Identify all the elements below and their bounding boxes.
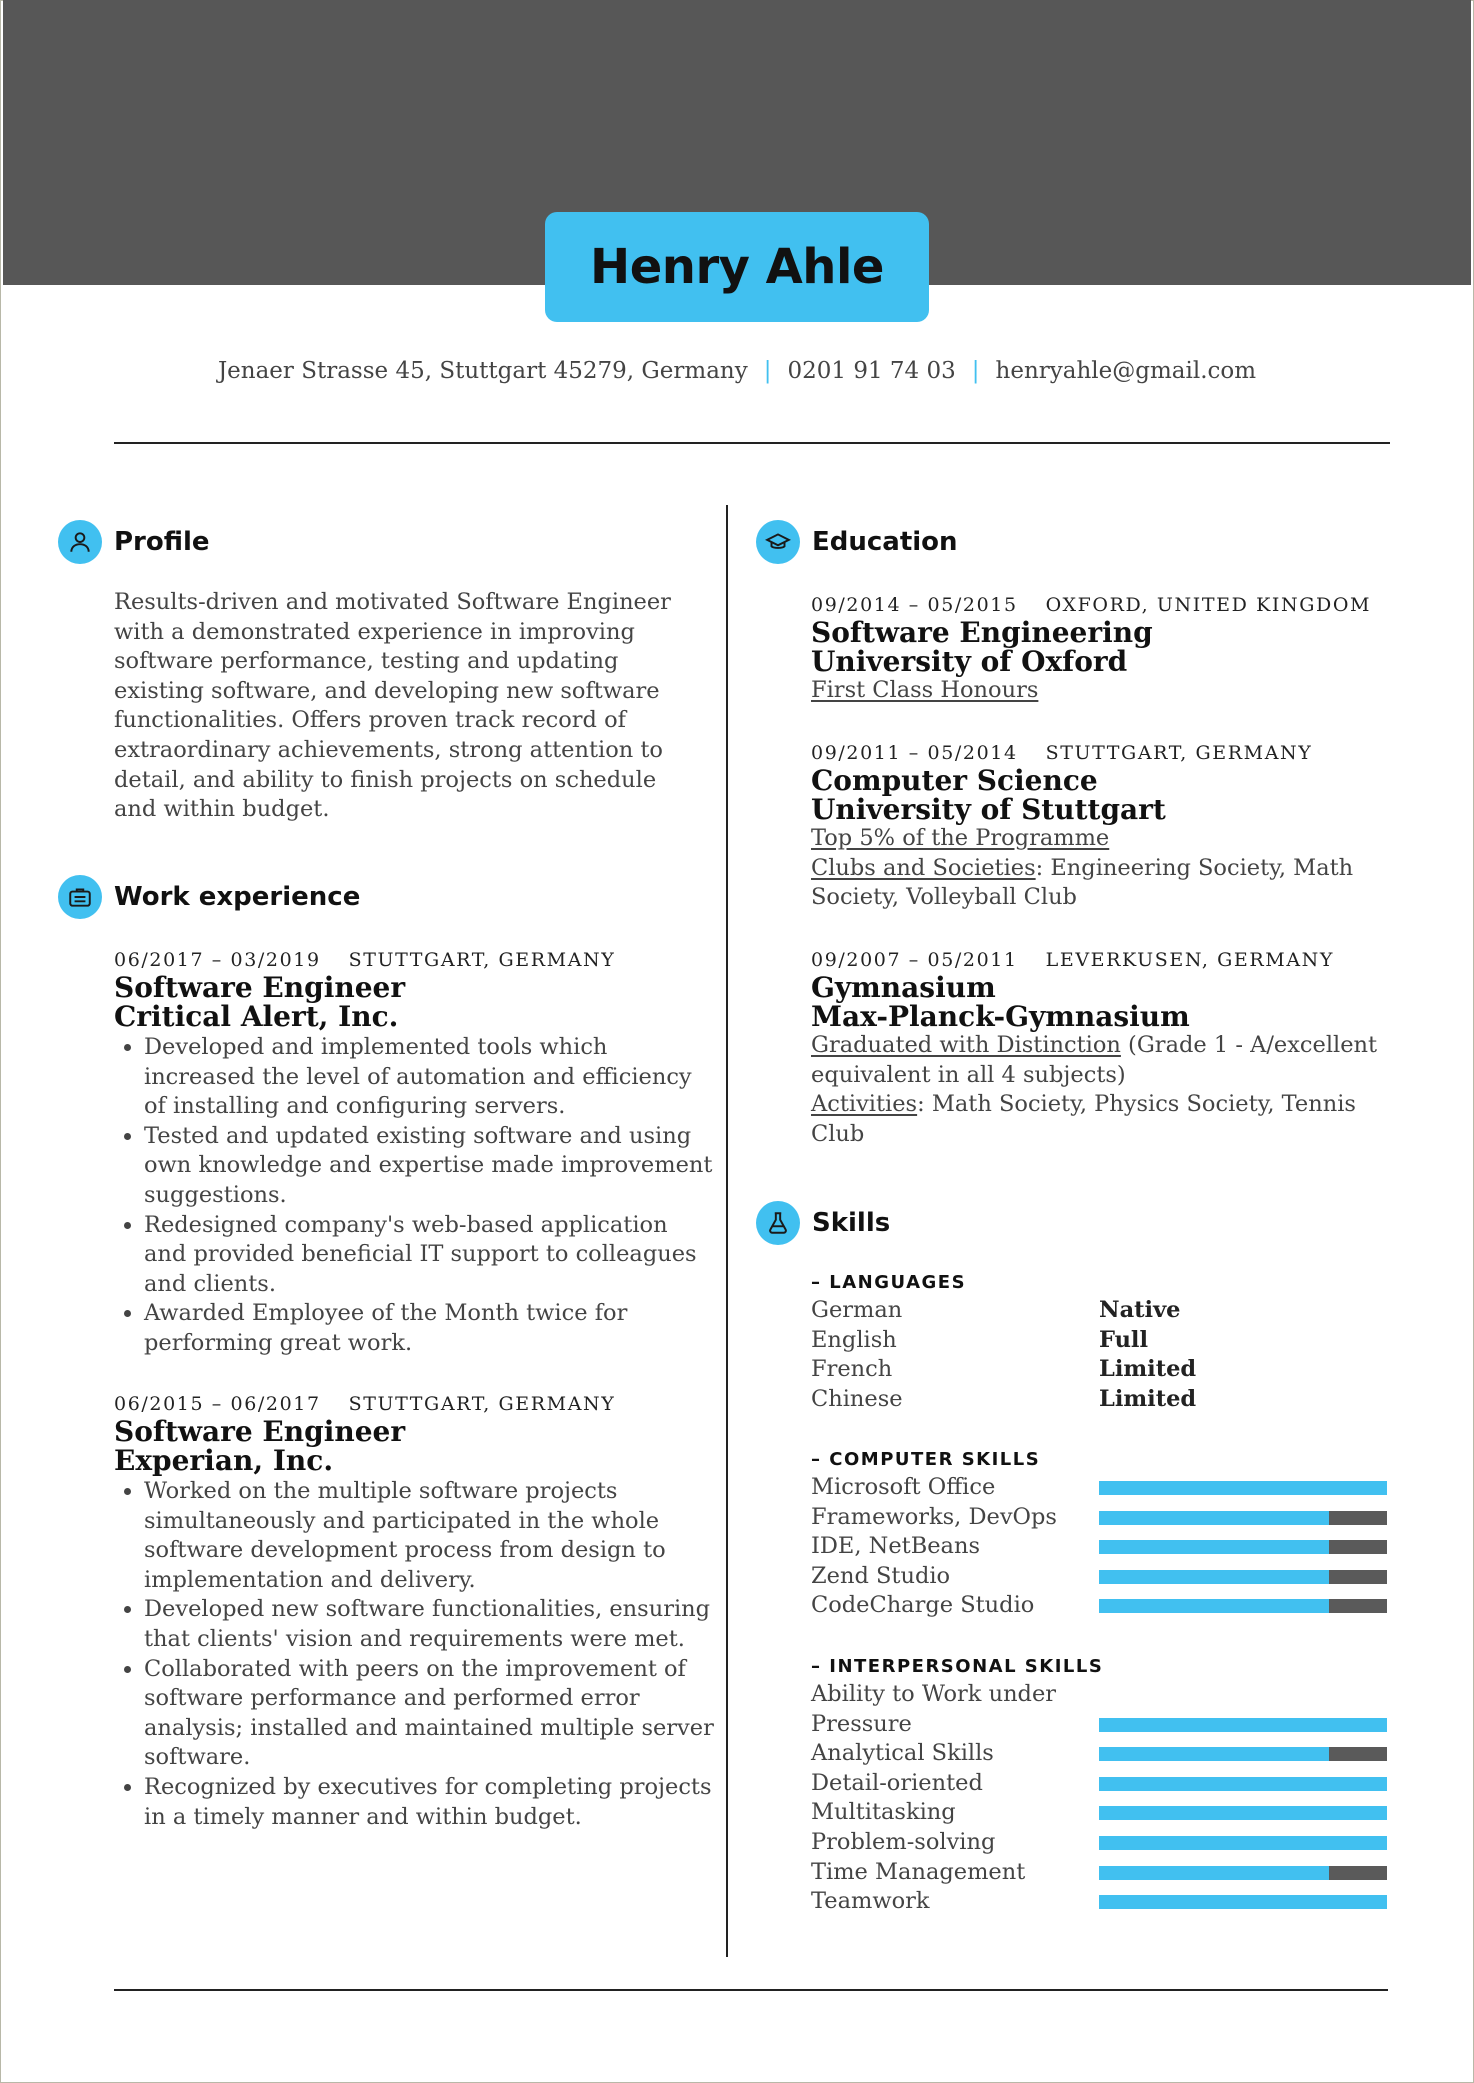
job-bullets [114, 1477, 714, 1832]
email-link[interactable]: henryahle@gmail.com [995, 358, 1257, 384]
skill-row [811, 1532, 1391, 1562]
job-bullet: • Awarded Employee of the Month twice for performing great work. [144, 1299, 714, 1358]
graduation-cap-icon [756, 520, 800, 564]
skill-bar [1099, 1836, 1387, 1850]
edu-dates: 09/2014 – 05/2015 [811, 594, 1018, 616]
job-bullet: • Developed and implemented tools which increased the level of automation and efficiency of installing and configuring servers. [144, 1033, 714, 1122]
skill-row [811, 1591, 1391, 1621]
edu-location: STUTTGART, GERMANY [1045, 742, 1313, 764]
language-row [811, 1385, 1391, 1415]
edu-extra-text: : Engineering Society, Math Society, Volleyball Club [811, 854, 1354, 911]
skill-bar-fill [1099, 1511, 1329, 1525]
skill-name: Time Management [811, 1858, 1026, 1885]
skill-bar-fill [1099, 1777, 1387, 1791]
edu-degree: Computer Science [811, 764, 1098, 797]
education-title: Education [812, 527, 958, 557]
skill-bar [1099, 1777, 1387, 1791]
job-bullet: • Collaborated with peers on the improvement of software performance and performed error analysis; installed and maintained multiple server software. [144, 1655, 714, 1773]
skills-heading [756, 1201, 890, 1245]
job-bullets [114, 1033, 714, 1359]
skill-bar-fill [1099, 1895, 1387, 1909]
job-bullet: • Redesigned company's web-based application and provided beneficial IT support to colleagues and clients. [144, 1211, 714, 1300]
contact-line [0, 358, 1474, 384]
edu-degree: Gymnasium [811, 971, 996, 1004]
job-bullet: • Recognized by executives for completing projects in a timely manner and within budget. [144, 1773, 714, 1832]
skill-bar [1099, 1481, 1387, 1495]
skill-row [811, 1828, 1391, 1858]
skill-name: Ability to Work under Pressure [811, 1681, 1057, 1737]
job-bullet: • Tested and updated existing software and using own knowledge and expertise made improvement suggestions. [144, 1122, 714, 1211]
language-name: German [811, 1297, 903, 1323]
skill-row [811, 1680, 1391, 1739]
person-icon [58, 520, 102, 564]
skill-name: IDE, NetBeans [811, 1533, 981, 1560]
skill-bar-fill [1099, 1866, 1329, 1880]
edu-school: University of Oxford [811, 645, 1128, 678]
phone: 0201 91 74 03 [787, 358, 956, 384]
skill-row [811, 1858, 1391, 1888]
edu-dates: 09/2011 – 05/2014 [811, 742, 1018, 764]
skill-bar [1099, 1540, 1387, 1554]
job-role: Software Engineer [114, 1415, 406, 1448]
skill-row [811, 1503, 1391, 1533]
profile-title: Profile [114, 527, 210, 557]
skill-name: Multitasking [811, 1799, 956, 1826]
edu-honours: Graduated with Distinction [811, 1032, 1121, 1058]
language-level: Native [1099, 1297, 1181, 1323]
language-level: Limited [1099, 1385, 1197, 1412]
skill-bar-fill [1099, 1481, 1387, 1495]
column-divider [726, 505, 728, 1957]
skill-bar [1099, 1806, 1387, 1820]
job-location: STUTTGART, GERMANY [348, 1393, 616, 1415]
edu-location: OXFORD, UNITED KINGDOM [1045, 594, 1372, 616]
skill-bar [1099, 1599, 1387, 1613]
language-name: English [811, 1326, 897, 1353]
flask-icon [756, 1201, 800, 1245]
skill-name: Frameworks, DevOps [811, 1503, 1057, 1530]
edu-honours: Top 5% of the Programme [811, 825, 1110, 851]
education-entry [811, 947, 1391, 1149]
profile-heading [58, 520, 210, 564]
job-role: Software Engineer [114, 971, 406, 1004]
language-level: Limited [1099, 1356, 1197, 1383]
job-dates: 06/2017 – 03/2019 [114, 949, 321, 971]
skill-bar [1099, 1895, 1387, 1909]
skill-bar-fill [1099, 1747, 1329, 1761]
edu-degree: Software Engineering [811, 616, 1153, 649]
skill-row [811, 1769, 1391, 1799]
skill-bar [1099, 1570, 1387, 1584]
skill-bar-fill [1099, 1806, 1387, 1820]
interpersonal-skills-label: – INTERPERSONAL SKILLS [811, 1656, 1104, 1677]
skill-bar-fill [1099, 1599, 1329, 1613]
work-heading [58, 875, 360, 919]
skill-bar [1099, 1747, 1387, 1761]
language-name: French [811, 1356, 893, 1383]
candidate-name: Henry Ahle [590, 239, 884, 295]
skill-bar [1099, 1718, 1387, 1732]
edu-extra-label: Activities [811, 1091, 918, 1118]
skill-name: Detail-oriented [811, 1769, 983, 1796]
computer-skills-block [811, 1447, 1391, 1621]
language-row [811, 1355, 1391, 1385]
skill-bar [1099, 1866, 1387, 1880]
language-row [811, 1296, 1391, 1326]
education-heading [756, 520, 958, 564]
job-entry [114, 947, 714, 1359]
job-entry [114, 1391, 714, 1832]
edu-extra-label: Clubs and Societies [811, 854, 1036, 881]
profile-summary: Results-driven and motivated Software Engineer with a demonstrated experience in improving software performance, testing and updating existing software, and developing new software functionalities. Offers proven track record of extraordinary achievements, strong attention to detail, and ability to finish projects on schedule and within budget. [114, 589, 671, 823]
education-entry [811, 740, 1391, 913]
skill-name: Problem-solving [811, 1828, 996, 1855]
separator: | [763, 358, 772, 384]
edu-school: University of Stuttgart [811, 793, 1166, 826]
work-title: Work experience [114, 882, 361, 912]
education-entry [811, 592, 1391, 706]
languages-block [811, 1270, 1391, 1414]
job-company: Experian, Inc. [114, 1444, 334, 1477]
skills-title: Skills [812, 1208, 891, 1238]
skill-name: Microsoft Office [811, 1474, 996, 1500]
language-name: Chinese [811, 1385, 903, 1412]
skill-row [811, 1562, 1391, 1592]
skill-bar-fill [1099, 1836, 1387, 1850]
address: Jenaer Strasse 45, Stuttgart 45279, Germany [217, 358, 748, 384]
bottom-divider [114, 1989, 1388, 1991]
job-bullet: • Developed new software functionalities, ensuring that clients' vision and requirements were met. [144, 1595, 714, 1654]
edu-honours-text: (Grade 1 - A/excellent equivalent in all 4 subjects) [811, 1032, 1378, 1088]
language-row [811, 1326, 1391, 1356]
edu-location: LEVERKUSEN, GERMANY [1045, 949, 1335, 971]
skill-row [811, 1473, 1391, 1503]
job-location: STUTTGART, GERMANY [348, 949, 616, 971]
skill-name: Analytical Skills [811, 1740, 994, 1767]
language-level: Full [1099, 1326, 1149, 1353]
skill-row [811, 1739, 1391, 1769]
job-bullet: • Worked on the multiple software projects simultaneously and participated in the whole software development process from design to implementation and delivery. [144, 1477, 714, 1595]
skill-row [811, 1798, 1391, 1828]
skill-name: CodeCharge Studio [811, 1592, 1035, 1619]
name-banner [545, 212, 929, 322]
job-company: Critical Alert, Inc. [114, 1000, 399, 1033]
job-dates: 06/2015 – 06/2017 [114, 1393, 321, 1415]
top-divider [114, 442, 1390, 444]
separator: | [971, 358, 980, 384]
edu-school: Max-Planck-Gymnasium [811, 1000, 1190, 1033]
edu-honours: First Class Honours [811, 677, 1039, 703]
skill-name: Teamwork [811, 1888, 930, 1915]
computer-skills-label: – COMPUTER SKILLS [811, 1449, 1041, 1470]
skill-bar-fill [1099, 1570, 1329, 1584]
edu-extra-text: : Math Society, Physics Society, Tennis Club [811, 1091, 1356, 1147]
edu-dates: 09/2007 – 05/2011 [811, 949, 1018, 971]
skill-bar-fill [1099, 1540, 1329, 1554]
skill-bar [1099, 1511, 1387, 1525]
skill-name: Zend Studio [811, 1562, 951, 1589]
interpersonal-skills-block [811, 1654, 1391, 1917]
skill-row [811, 1887, 1391, 1917]
skill-bar-fill [1099, 1718, 1387, 1732]
briefcase-icon [58, 875, 102, 919]
languages-label: – LANGUAGES [811, 1272, 967, 1293]
